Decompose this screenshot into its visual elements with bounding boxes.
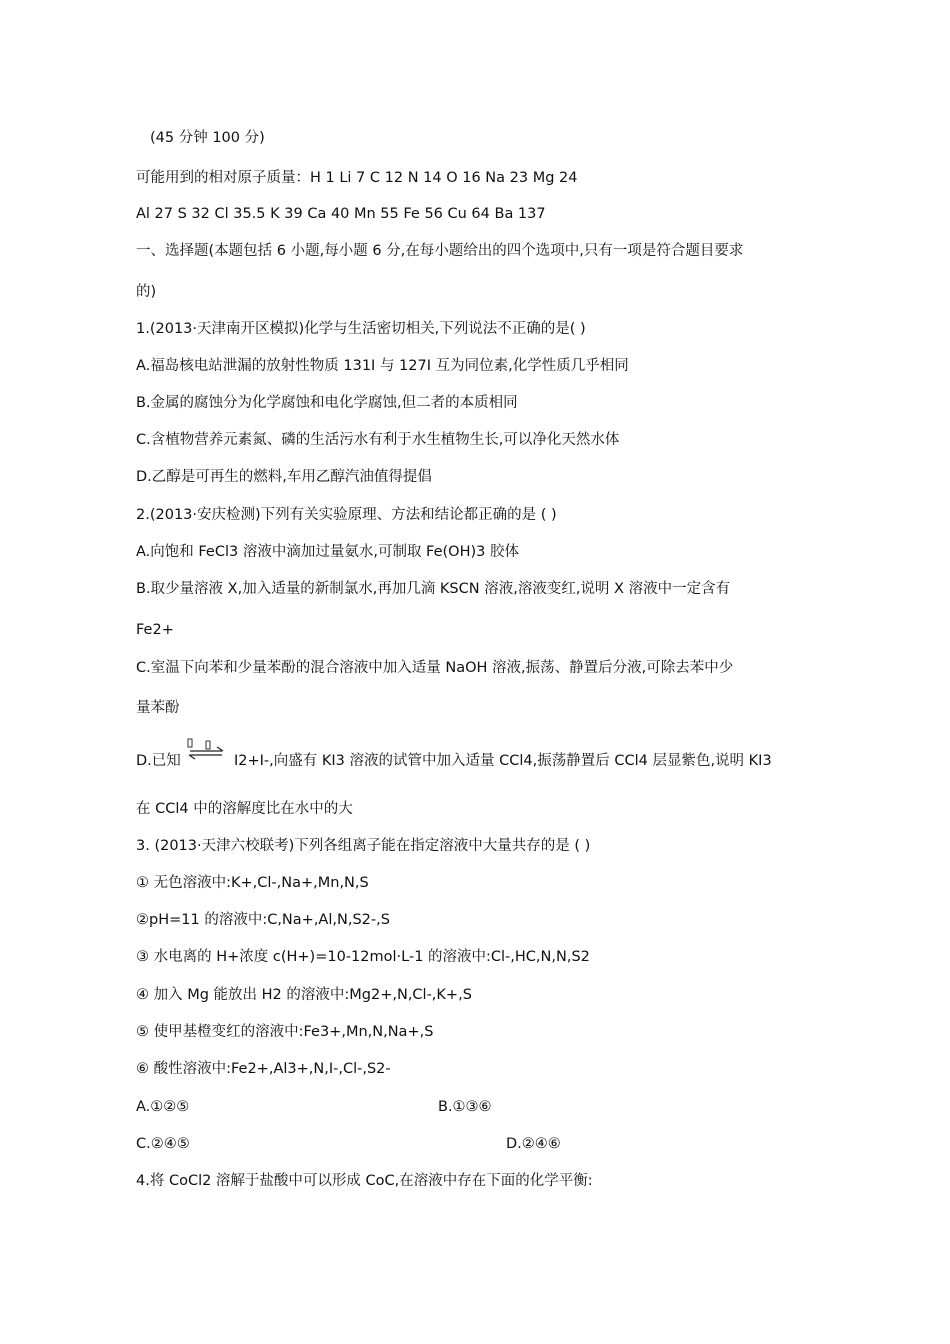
q3-item-4: ④ 加入 Mg 能放出 H2 的溶液中:Mg2+,N,Cl-,K+,S <box>136 987 472 1003</box>
section-title-line-1: 一、选择题(本题包括 6 小题,每小题 6 分,在每小题给出的四个选项中,只有一项是符合题目要求 <box>136 243 744 259</box>
q1-option-c: C.含植物营养元素氮、磷的生活污水有利于水生植物生长,可以净化天然水体 <box>136 432 620 448</box>
q2-option-b-line-1: B.取少量溶液 X,加入适量的新制氯水,再加几滴 KSCN 溶液,溶液变红,说明 X 溶液中一定含有 <box>136 581 731 597</box>
q3-option-c: C.②④⑤ <box>136 1136 190 1152</box>
q1-option-a: A.福岛核电站泄漏的放射性物质 131I 与 127I 互为同位素,化学性质几乎相同 <box>136 358 629 374</box>
q1-stem: 1.(2013·天津南开区模拟)化学与生活密切相关,下列说法不正确的是( ) <box>136 321 586 337</box>
q3-stem: 3. (2013·天津六校联考)下列各组离子能在指定溶液中大量共存的是 ( ) <box>136 838 591 854</box>
atomic-mass-line-1: 可能用到的相对原子质量：H 1 Li 7 C 12 N 14 O 16 Na 23 Mg 24 <box>136 170 578 186</box>
q1-option-b: B.金属的腐蚀分为化学腐蚀和电化学腐蚀,但二者的本质相同 <box>136 395 518 411</box>
equilibrium-arrow-icon <box>186 738 226 760</box>
q2-option-b-line-2: Fe2+ <box>136 622 174 638</box>
q2-option-d-line-2: 在 CCl4 中的溶解度比在水中的大 <box>136 801 353 817</box>
q2-option-d-prefix: D.已知 <box>136 753 181 769</box>
q3-item-2: ②pH=11 的溶液中:C,Na+,Al,N,S2-,S <box>136 912 390 928</box>
time-score: (45 分钟 100 分) <box>150 130 265 146</box>
q2-stem: 2.(2013·安庆检测)下列有关实验原理、方法和结论都正确的是 ( ) <box>136 507 557 523</box>
q2-option-d-rest: I2+I-,向盛有 KI3 溶液的试管中加入适量 CCl4,振荡静置后 CCl4 层显紫色,说明 KI3 <box>234 753 772 769</box>
q3-item-1: ① 无色溶液中:K+,Cl-,Na+,Mn,N,S <box>136 875 369 891</box>
q3-item-6: ⑥ 酸性溶液中:Fe2+,Al3+,N,I-,Cl-,S2- <box>136 1061 391 1077</box>
q2-option-a: A.向饱和 FeCl3 溶液中滴加过量氨水,可制取 Fe(OH)3 胶体 <box>136 544 519 560</box>
q3-item-5: ⑤ 使甲基橙变红的溶液中:Fe3+,Mn,N,Na+,S <box>136 1024 434 1040</box>
atomic-mass-line-2: Al 27 S 32 Cl 35.5 K 39 Ca 40 Mn 55 Fe 56 Cu 64 Ba 137 <box>136 206 546 222</box>
q3-item-3: ③ 水电离的 H+浓度 c(H+)=10-12mol·L-1 的溶液中:Cl-,HC,N,N,S2 <box>136 949 590 965</box>
q1-option-d: D.乙醇是可再生的燃料,车用乙醇汽油值得提倡 <box>136 469 432 485</box>
section-title-line-2: 的) <box>136 284 157 300</box>
q4-stem: 4.将 CoCl2 溶解于盐酸中可以形成 CoC,在溶液中存在下面的化学平衡: <box>136 1173 593 1189</box>
q3-option-d: D.②④⑥ <box>506 1136 561 1152</box>
q3-option-a: A.①②⑤ <box>136 1099 190 1115</box>
q2-option-c-line-2: 量苯酚 <box>136 700 180 716</box>
q2-option-c-line-1: C.室温下向苯和少量苯酚的混合溶液中加入适量 NaOH 溶液,振荡、静置后分液,可除去苯中少 <box>136 660 734 676</box>
q3-option-b: B.①③⑥ <box>438 1099 492 1115</box>
